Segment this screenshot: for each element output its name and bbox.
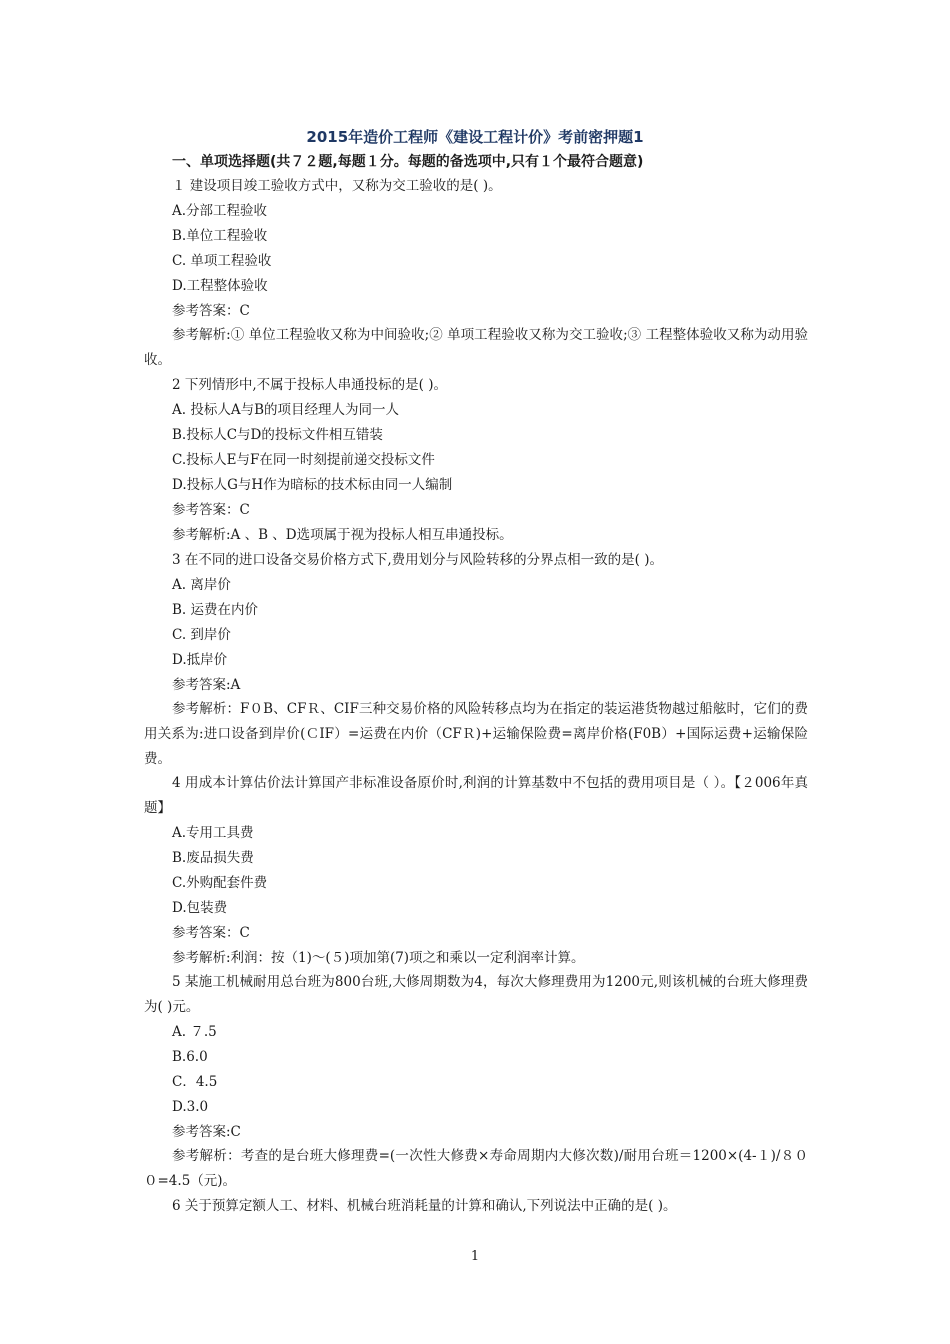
- q1-explanation: 参考解析:① 单位工程验收又称为中间验收;② 单项工程验收又称为交工验收;③ 工程整体验收又称为动用验收。: [144, 327, 808, 368]
- q5-option-d: D.3.0: [172, 1099, 209, 1115]
- question-3: 3 在不同的进口设备交易价格方式下,费用划分与风险转移的分界点相一致的是( )。: [172, 552, 663, 568]
- q3-option-c: C. 到岸价: [172, 627, 231, 643]
- question-2: 2 下列情形中,不属于投标人串通投标的是( )。: [172, 377, 447, 393]
- q3-answer: 参考答案:A: [172, 677, 241, 693]
- q2-option-c: C.投标人E与F在同一时刻提前递交投标文件: [172, 452, 435, 468]
- q2-option-b: B.投标人C与D的投标文件相互错装: [172, 427, 383, 443]
- question-6: 6 关于预算定额人工、材料、机械台班消耗量的计算和确认,下列说法中正确的是( )。: [172, 1198, 677, 1214]
- q3-option-d: D.抵岸价: [172, 652, 228, 668]
- page-number: 1: [470, 1249, 480, 1264]
- q4-explanation: 参考解析:利润：按（1)～(５)项加第(7)项之和乘以一定利润率计算。: [172, 950, 585, 966]
- q4-option-d: D.包装费: [172, 900, 228, 916]
- q4-option-c: C.外购配套件费: [172, 875, 268, 891]
- q1-option-c: C. 单项工程验收: [172, 253, 272, 269]
- q2-option-a: A. 投标人A与B的项目经理人为同一人: [172, 402, 400, 418]
- q2-explanation: 参考解析:A 、B 、D选项属于视为投标人相互串通投标。: [172, 527, 513, 543]
- q5-option-a: A. ７.5: [172, 1024, 217, 1040]
- q2-answer: 参考答案：C: [172, 502, 250, 518]
- q4-option-b: B.废品损失费: [172, 850, 254, 866]
- q3-option-b: B. 运费在内价: [172, 602, 259, 618]
- document-title: 2015年造价工程师《建设工程计价》考前密押题1: [306, 128, 644, 146]
- q3-option-a: A. 离岸价: [172, 577, 231, 593]
- q5-option-b: B.6.0: [172, 1049, 208, 1065]
- q1-option-b: B.单位工程验收: [172, 228, 268, 244]
- q5-option-c: C．4.5: [172, 1074, 218, 1090]
- q1-option-d: D.工程整体验收: [172, 278, 268, 294]
- q1-option-a: A.分部工程验收: [172, 203, 268, 219]
- q4-answer: 参考答案：C: [172, 925, 250, 941]
- question-1: １ 建设项目竣工验收方式中，又称为交工验收的是( )。: [172, 178, 502, 194]
- q2-option-d: D.投标人G与H作为暗标的技术标由同一人编制: [172, 477, 453, 493]
- section-heading: 一、单项选择题(共７２题,每题１分。每题的备选项中,只有１个最符合题意): [172, 154, 644, 170]
- question-4: 4 用成本计算估价法计算国产非标准设备原价时,利润的计算基数中不包括的费用项目是（ ）。【２006年真题】: [144, 775, 808, 816]
- q4-option-a: A.专用工具费: [172, 825, 254, 841]
- question-5: 5 某施工机械耐用总台班为800台班,大修周期数为4，每次大修理费用为1200元,则该机械的台班大修理费为( )元。: [144, 974, 808, 1015]
- q1-answer: 参考答案：C: [172, 303, 250, 319]
- q5-explanation: 参考解析：考查的是台班大修理费=(一次性大修费×寿命周期内大修次数)/耐用台班＝1200×(4-１)/８００=4.5（元)。: [144, 1148, 808, 1189]
- q5-answer: 参考答案:C: [172, 1124, 241, 1140]
- q3-explanation: 参考解析：F０B、CFＲ、CIF三种交易价格的风险转移点均为在指定的装运港货物越过船舷时，它们的费用关系为:进口设备到岸价(ＣIF）=运费在内价（CFＲ)+运输保险费=离岸价格(F0B）+国际运费+运输保险费。: [144, 701, 808, 767]
